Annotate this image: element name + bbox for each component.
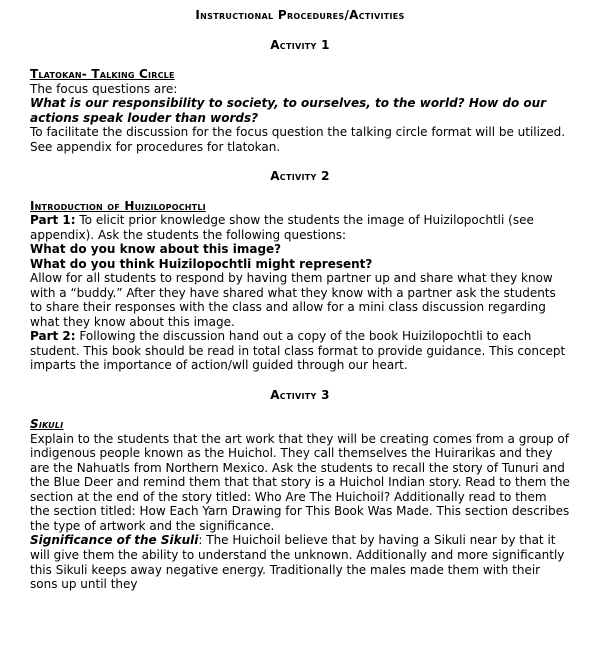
- part1-label: Part 1:: [30, 213, 76, 228]
- activity3-section: [30, 417, 570, 591]
- activity3-heading: Activity 3: [270, 387, 330, 402]
- activity1-section: [30, 67, 570, 154]
- part2-text: Following the discussion hand out a copy of the book Huizilopochtli to each student. This book should be read in total class format to provide guidance. This concept imparts the importance of action/wll guided through our heart.: [30, 329, 566, 373]
- activity2-section: [30, 199, 570, 373]
- document-title: Instructional Procedures/Activities: [195, 8, 405, 22]
- activity1-body: To facilitate the discussion for the focus question the talking circle format will be utilized. See appendix for procedures for tlatokan.: [30, 125, 566, 154]
- activity3-significance-paragraph: [30, 533, 570, 591]
- activity2-question1: What do you know about this image?: [30, 242, 282, 257]
- activity1-heading: Activity 1: [270, 37, 330, 52]
- part1-text: To elicit prior knowledge show the students the image of Huizilopochtli (see appendix). Ask the students the following questions:: [30, 213, 534, 242]
- activity2-part1-paragraph: [30, 213, 570, 242]
- part2-label: Part 2:: [30, 329, 76, 344]
- significance-text: : The Huichoil believe that by having a Sikuli near by that it will give them the ability to understand the unknown. Additionally and more significantly this Sikuli keeps away negative energy. Traditionally the males made them with their sons up until they: [30, 533, 565, 592]
- activity1-intro: The focus questions are:: [30, 81, 178, 96]
- activity3-body: Explain to the students that the art work that they will be creating comes from a group of indigenous people known as the Huichol. They call themselves the Huirarikas and they are the Nahuatls from Northern Mexico. Ask the students to recall the story of Tunuri and the Blue Deer and remind them that that story is a Huichol Indian story. Read to them the section at the end of the story titled: Who Are The Huichoil? Additionally read to them the section titled: How Each Yarn Drawing for This Book Was Made. This section describes the type of artwork and the significance.: [30, 431, 570, 533]
- activity3-section-heading: Sikuli: [30, 417, 64, 432]
- activity1-section-heading: Tlatokan- Talking Circle: [30, 67, 175, 82]
- activity2-part1-body: Allow for all students to respond by having them partner up and share what they know with a “buddy.” After they have shared what they know with a partner ask the students to share their responses with the class and allow for a mini class discussion regarding what they know about this image.: [30, 271, 556, 329]
- significance-label: Significance of the Sikuli: [30, 533, 199, 548]
- activity2-heading: Activity 2: [270, 169, 330, 184]
- activity2-question2: What do you think Huizilopochtli might represent?: [30, 256, 373, 271]
- activity2-part2-paragraph: [30, 329, 570, 373]
- activity1-focus-questions: What is our responsibility to society, to ourselves, to the world? How do our actions speak louder than words?: [30, 96, 547, 125]
- activity2-section-heading: Introduction of Huizilopochtli: [30, 198, 206, 213]
